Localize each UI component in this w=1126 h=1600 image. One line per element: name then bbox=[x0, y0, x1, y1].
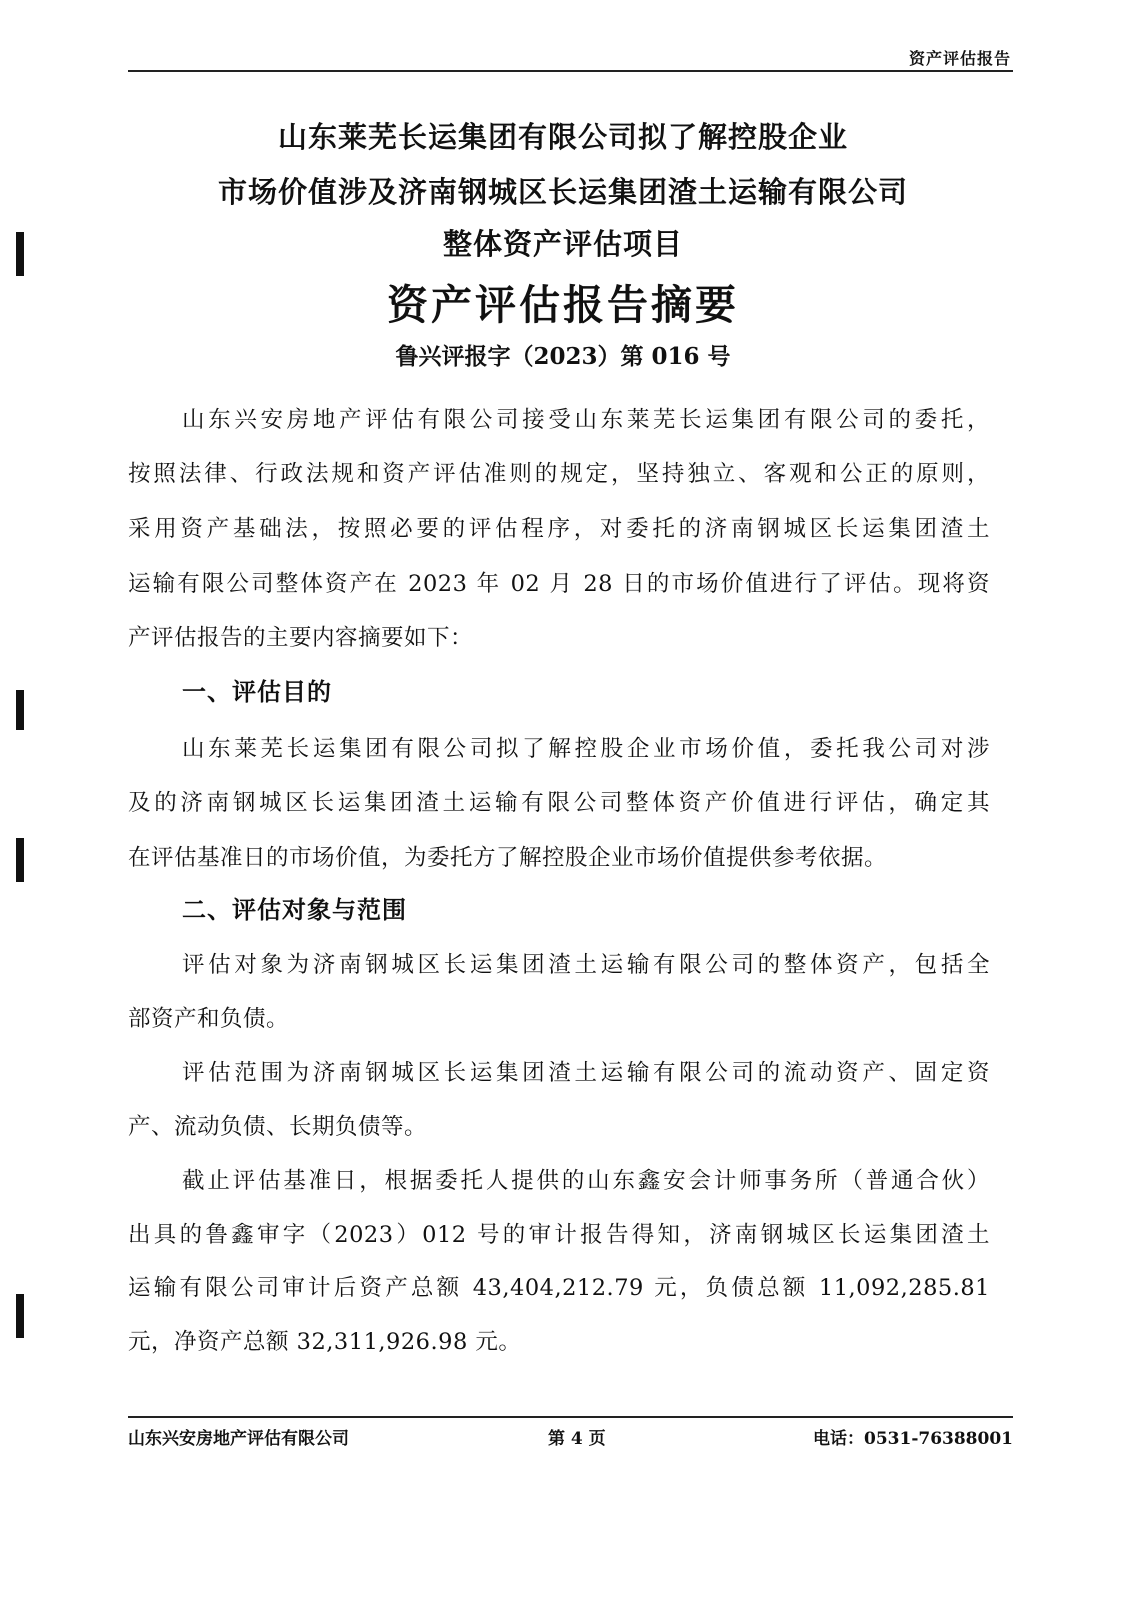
title-line-1: 山东莱芜长运集团有限公司拟了解控股企业 bbox=[277, 120, 848, 154]
section-heading-purpose: 一、评估目的 bbox=[182, 677, 332, 706]
intro-line: 产评估报告的主要内容摘要如下： bbox=[128, 625, 474, 651]
footer-phone: 电话：0531-76388001 bbox=[813, 1429, 1013, 1449]
scope-line: 评估范围为济南钢城区长运集团渣土运输有限公司的流动资产、固定资 bbox=[182, 1060, 990, 1086]
document-title: 资产评估报告摘要 bbox=[387, 281, 739, 329]
purpose-line: 山东莱芜长运集团有限公司拟了解控股企业市场价值，委托我公司对涉 bbox=[182, 736, 990, 762]
scan-mark bbox=[16, 1294, 24, 1338]
intro-line: 山东兴安房地产评估有限公司接受山东莱芜长运集团有限公司的委托， bbox=[182, 407, 990, 433]
footer-company: 山东兴安房地产评估有限公司 bbox=[128, 1429, 349, 1449]
section-heading-scope: 二、评估对象与范围 bbox=[182, 895, 407, 924]
audit-line: 元，净资产总额 32,311,926.98 元。 bbox=[128, 1329, 522, 1355]
scope-line: 评估对象为济南钢城区长运集团渣土运输有限公司的整体资产，包括全 bbox=[182, 952, 990, 978]
intro-line: 采用资产基础法，按照必要的评估程序，对委托的济南钢城区长运集团渣土 bbox=[128, 516, 990, 542]
title-line-3: 整体资产评估项目 bbox=[442, 227, 683, 261]
scope-line: 产、流动负债、长期负债等。 bbox=[128, 1114, 428, 1140]
scope-line: 部资产和负债。 bbox=[128, 1006, 290, 1032]
intro-line: 按照法律、行政法规和资产评估准则的规定，坚持独立、客观和公正的原则， bbox=[128, 461, 990, 487]
intro-line: 运输有限公司整体资产在 2023 年 02 月 28 日的市场价值进行了评估。现将资 bbox=[128, 571, 990, 597]
scan-mark bbox=[16, 838, 24, 882]
audit-line: 截止评估基准日，根据委托人提供的山东鑫安会计师事务所（普通合伙） bbox=[182, 1168, 990, 1194]
footer-page-number: 第 4 页 bbox=[548, 1429, 606, 1449]
footer-rule bbox=[128, 1416, 1013, 1418]
audit-line: 运输有限公司审计后资产总额 43,404,212.79 元，负债总额 11,092,285.81 bbox=[128, 1275, 990, 1301]
audit-line: 出具的鲁鑫审字（2023）012 号的审计报告得知，济南钢城区长运集团渣土 bbox=[128, 1222, 990, 1248]
scan-mark bbox=[16, 690, 24, 730]
running-header: 资产评估报告 bbox=[908, 49, 1011, 68]
purpose-line: 在评估基准日的市场价值，为委托方了解控股企业市场价值提供参考依据。 bbox=[128, 845, 888, 871]
header-rule bbox=[128, 70, 1013, 72]
purpose-line: 及的济南钢城区长运集团渣土运输有限公司整体资产价值进行评估，确定其 bbox=[128, 790, 990, 816]
document-number: 鲁兴评报字（2023）第 016 号 bbox=[395, 343, 731, 370]
title-line-2: 市场价值涉及济南钢城区长运集团渣土运输有限公司 bbox=[217, 175, 908, 209]
